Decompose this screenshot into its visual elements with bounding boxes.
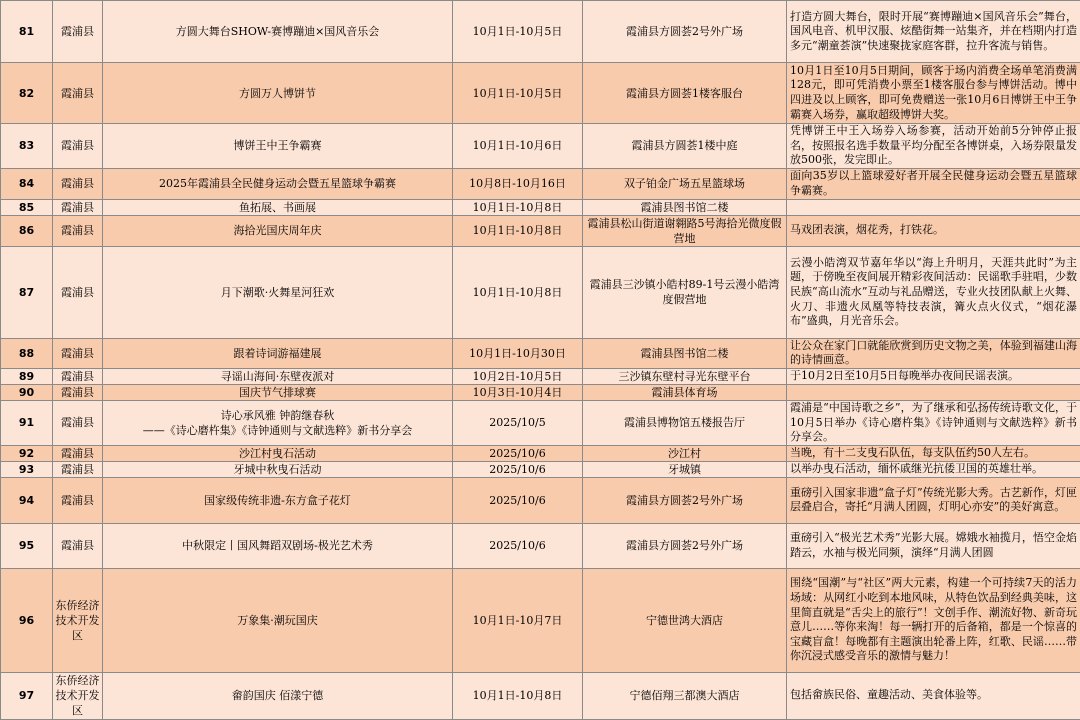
row-number: 81: [1, 1, 53, 63]
place-cell: 霞浦县方圆荟2号外广场: [583, 1, 787, 63]
date-cell: 10月1日-10月8日: [453, 215, 583, 246]
event-name-cell: 沙江村曳石活动: [103, 445, 453, 461]
table-row: [1, 672, 1080, 719]
description-cell: 面向35岁以上篮球爱好者开展全民健身运动会暨五星篮球争霸赛。: [787, 168, 1080, 199]
table-row: [1, 368, 1080, 384]
table-row: [1, 523, 1080, 568]
place-cell: 霞浦县三沙镇小皓村89-1号云漫小皓湾度假营地: [583, 246, 787, 338]
event-name-cell: 海拾光国庆周年庆: [103, 215, 453, 246]
description-cell: 于10月2日至10月5日每晚举办夜间民谣表演。: [787, 368, 1080, 384]
county-cell: 霞浦县: [53, 338, 103, 368]
county-cell: 东侨经济技术开发区: [53, 672, 103, 719]
description-cell: 围绕“国潮”与“社区”两大元素，构建一个可持续7天的活力场域：从网红小吃到本地风味，从特色饮品到经典美味，这里简直就是“舌尖上的旅行”！文创手作、潮流好物、新奇玩意儿……等你来淘！每一辆打开的后备箱，都是一个惊喜的宝藏盲盒！每晚都有主题演出轮番上阵，红歌、民谣……带你沉浸式感受音乐的激情与魅力！: [787, 568, 1080, 672]
table-row: [1, 168, 1080, 199]
table-row: [1, 1, 1080, 63]
place-cell: 霞浦县方圆荟2号外广场: [583, 523, 787, 568]
place-cell: 牙城镇: [583, 461, 787, 477]
description-cell: 重磅引入国家非遗“盒子灯”传统光影大秀。古艺新作，灯匣层叠启合，寄托“月满人团圆，灯明心亦安”的美好寓意。: [787, 477, 1080, 523]
row-number: 87: [1, 246, 53, 338]
description-cell: 让公众在家门口就能欣赏到历史文物之美，体验到福建山海的诗情画意。: [787, 338, 1080, 368]
row-number: 93: [1, 461, 53, 477]
date-cell: 10月1日-10月5日: [453, 63, 583, 124]
date-cell: 10月1日-10月5日: [453, 1, 583, 63]
row-number: 82: [1, 63, 53, 124]
date-cell: 10月1日-10月8日: [453, 199, 583, 215]
county-cell: 东侨经济技术开发区: [53, 568, 103, 672]
county-cell: 霞浦县: [53, 124, 103, 169]
place-cell: 宁德世鸿大酒店: [583, 568, 787, 672]
date-cell: 10月1日-10月30日: [453, 338, 583, 368]
table-row: [1, 400, 1080, 445]
place-cell: 霞浦县图书馆二楼: [583, 199, 787, 215]
place-cell: 宁德佰翔三都澳大酒店: [583, 672, 787, 719]
description-cell: 凭博饼王中王入场券入场参赛，活动开始前5分钟停止报名，按照报名选手数量平均分配至各博饼桌，入场券限量发放500张，发完即止。: [787, 124, 1080, 169]
county-cell: 霞浦县: [53, 168, 103, 199]
description-cell: 打造方圆大舞台，限时开展“赛博蹦迪×国风音乐会”舞台，国风电音、机甲汉服、炫酷街舞一站集齐，并在档期内打造多元“潮童荟演”快速聚拢家庭客群，拉升客流与销售。: [787, 1, 1080, 63]
table-row: [1, 384, 1080, 400]
event-name-cell: 方圆大舞台SHOW-赛博蹦迪×国风音乐会: [103, 1, 453, 63]
event-name-cell: 鱼拓展、书画展: [103, 199, 453, 215]
event-name-cell: 畲韵国庆 佰漾宁德: [103, 672, 453, 719]
date-cell: 2025/10/6: [453, 445, 583, 461]
place-cell: 沙江村: [583, 445, 787, 461]
place-cell: 霞浦县方圆荟2号外广场: [583, 477, 787, 523]
table-row: [1, 246, 1080, 338]
event-name-subline: ——《诗心磨杵集》《诗钟通则与文献选粹》新书分享会: [105, 423, 450, 438]
event-name-cell: 跟着诗词游福建展: [103, 338, 453, 368]
table-row: [1, 215, 1080, 246]
county-cell: 霞浦县: [53, 215, 103, 246]
row-number: 97: [1, 672, 53, 719]
event-name-cell: 国家级传统非遗-东方盒子花灯: [103, 477, 453, 523]
row-number: 94: [1, 477, 53, 523]
table-row: [1, 461, 1080, 477]
county-cell: 霞浦县: [53, 63, 103, 124]
place-cell: 霞浦县图书馆二楼: [583, 338, 787, 368]
row-number: 86: [1, 215, 53, 246]
row-number: 90: [1, 384, 53, 400]
place-cell: 三沙镇东壁村寻光东壁平台: [583, 368, 787, 384]
table-row: [1, 63, 1080, 124]
row-number: 83: [1, 124, 53, 169]
date-cell: 2025/10/6: [453, 461, 583, 477]
event-name-line: 诗心承风雅 钟韵继春秋: [105, 408, 450, 423]
date-cell: 10月2日-10月5日: [453, 368, 583, 384]
row-number: 96: [1, 568, 53, 672]
row-number: 89: [1, 368, 53, 384]
event-name-cell: 2025年霞浦县全民健身运动会暨五星篮球争霸赛: [103, 168, 453, 199]
county-cell: 霞浦县: [53, 445, 103, 461]
county-cell: 霞浦县: [53, 246, 103, 338]
table-row: [1, 477, 1080, 523]
date-cell: 10月1日-10月6日: [453, 124, 583, 169]
county-cell: 霞浦县: [53, 384, 103, 400]
place-cell: 霞浦县松山街道谢翱路5号海拾光微度假营地: [583, 215, 787, 246]
event-name-cell: 寻谣山海间·东壁夜派对: [103, 368, 453, 384]
county-cell: 霞浦县: [53, 477, 103, 523]
description-cell: 马戏团表演，烟花秀，打铁花。: [787, 215, 1080, 246]
description-cell: 重磅引入“极光艺术秀”光影大展。嫦娥水袖揽月，悟空金焰踏云，水袖与极光同频，演绎“月满人团圆: [787, 523, 1080, 568]
description-cell: 10月1日至10月5日期间，顾客于场内消费全场单笔消费满128元，即可凭消费小票至1楼客服台参与博饼活动。博中四进及以上顾客，即可免费赠送一张10月6日博饼王中王争霸赛入场券，赢取超级博饼大奖。: [787, 63, 1080, 124]
county-cell: 霞浦县: [53, 523, 103, 568]
place-cell: 霞浦县方圆荟1楼中庭: [583, 124, 787, 169]
row-number: 95: [1, 523, 53, 568]
description-cell: 以举办曳石活动，缅怀戚继光抗倭卫国的英雄壮举。: [787, 461, 1080, 477]
county-cell: 霞浦县: [53, 461, 103, 477]
description-cell: [787, 199, 1080, 215]
event-name-cell: 国庆节气排球赛: [103, 384, 453, 400]
event-name-cell: 月下潮歌·火舞星河狂欢: [103, 246, 453, 338]
county-cell: 霞浦县: [53, 400, 103, 445]
row-number: 92: [1, 445, 53, 461]
place-cell: 霞浦县博物馆五楼报告厅: [583, 400, 787, 445]
date-cell: 2025/10/6: [453, 477, 583, 523]
row-number: 84: [1, 168, 53, 199]
place-cell: 霞浦县体育场: [583, 384, 787, 400]
event-name-cell: 中秋限定丨国风舞蹈双剧场-极光艺术秀: [103, 523, 453, 568]
row-number: 85: [1, 199, 53, 215]
date-cell: 2025/10/5: [453, 400, 583, 445]
table-row: [1, 338, 1080, 368]
place-cell: 双子铂金广场五星篮球场: [583, 168, 787, 199]
description-cell: [787, 384, 1080, 400]
event-name-cell: 博饼王中王争霸赛: [103, 124, 453, 169]
date-cell: 10月1日-10月8日: [453, 672, 583, 719]
table-row: [1, 124, 1080, 169]
date-cell: 10月8日-10月16日: [453, 168, 583, 199]
date-cell: 10月3日-10月4日: [453, 384, 583, 400]
table-row: [1, 568, 1080, 672]
county-cell: 霞浦县: [53, 199, 103, 215]
date-cell: 10月1日-10月7日: [453, 568, 583, 672]
row-number: 88: [1, 338, 53, 368]
date-cell: 2025/10/6: [453, 523, 583, 568]
description-cell: 云漫小皓湾双节嘉年华以“海上升明月，天涯共此时”为主题，于傍晚至夜间展开精彩夜间活动：民谣歌手驻唱，少数民族“高山流水”互动与礼品赠送，专业火技团队献上火舞、火刀、非遗火凤凰等特技表演，篝火点火仪式，“烟花瀑布”盛典，月光音乐会。: [787, 246, 1080, 338]
description-cell: 当晚，有十二支曳石队伍，每支队伍约50人左右。: [787, 445, 1080, 461]
place-cell: 霞浦县方圆荟1楼客服台: [583, 63, 787, 124]
row-number: 91: [1, 400, 53, 445]
table-row: [1, 445, 1080, 461]
event-name-cell: 万象集·潮玩国庆: [103, 568, 453, 672]
date-cell: 10月1日-10月8日: [453, 246, 583, 338]
event-name-cell: [103, 400, 453, 445]
county-cell: 霞浦县: [53, 368, 103, 384]
county-cell: 霞浦县: [53, 1, 103, 63]
event-name-cell: 方圆万人博饼节: [103, 63, 453, 124]
description-cell: 霞浦是“中国诗歌之乡”，为了继承和弘扬传统诗歌文化，于10月5日举办《诗心磨杵集》《诗钟通则与文献选粹》新书分享会。: [787, 400, 1080, 445]
event-name-cell: 牙城中秋曳石活动: [103, 461, 453, 477]
table-row: [1, 199, 1080, 215]
description-cell: 包括畲族民俗、童趣活动、美食体验等。: [787, 672, 1080, 719]
